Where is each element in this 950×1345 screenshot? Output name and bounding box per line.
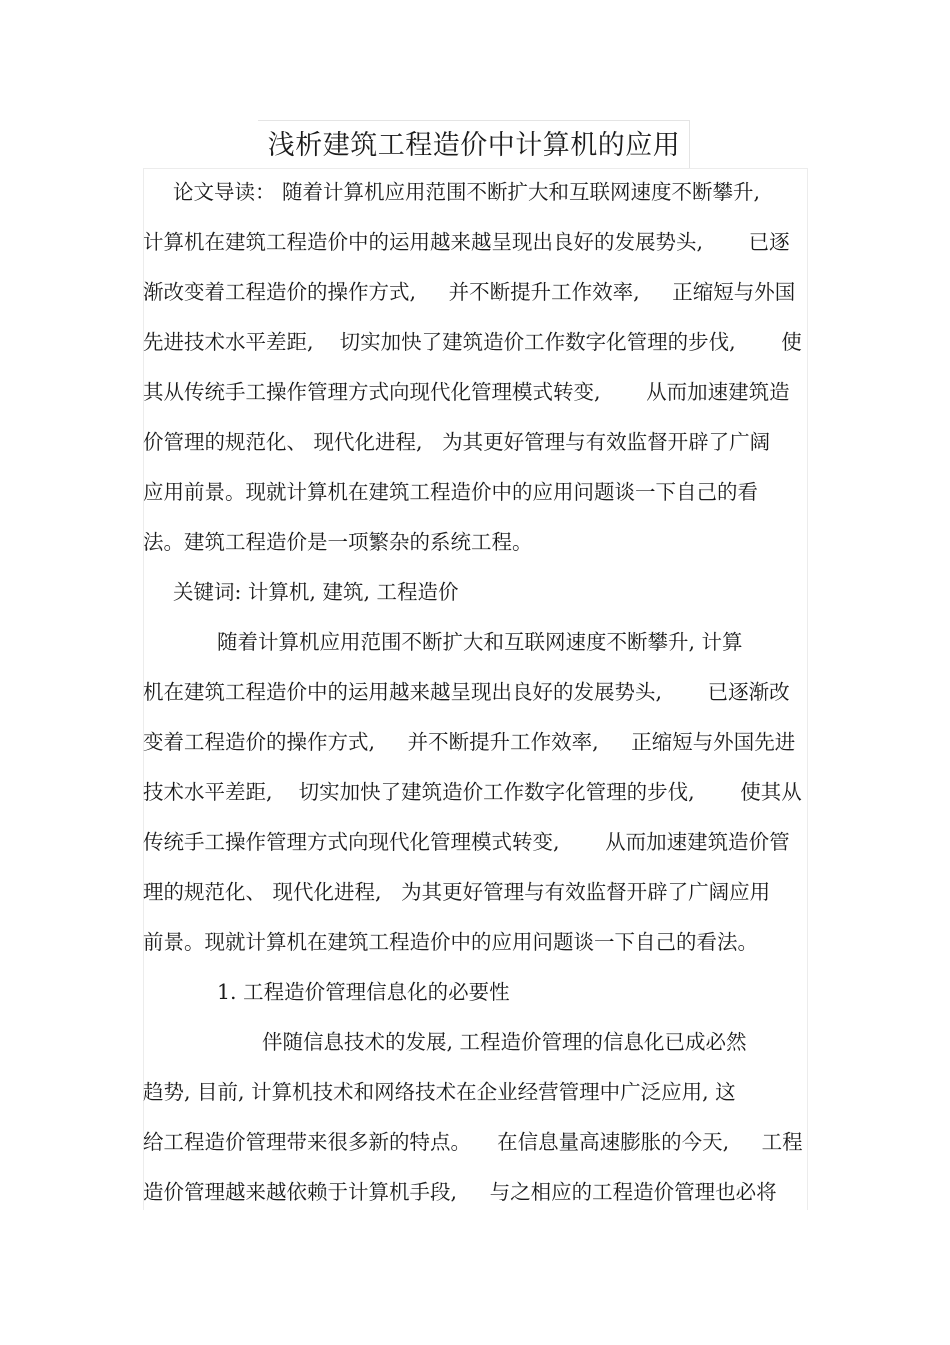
- body-line-2: 机在建筑工程造价中的运用越来越呈现出良好的发展势头, 已逐渐改: [143, 680, 790, 704]
- body-line-6: 理的规范化、 现代化进程, 为其更好管理与有效监督开辟了广阔应用: [143, 880, 771, 904]
- section-line-2: 趋势, 目前, 计算机技术和网络技术在企业经营管理中广泛应用, 这: [143, 1080, 736, 1104]
- body-line-3: 变着工程造价的操作方式, 并不断提升工作效率, 正缩短与外国先进: [143, 730, 796, 754]
- keywords-line: 关键词: 计算机, 建筑, 工程造价: [173, 580, 459, 604]
- abstract-line-7: 应用前景。现就计算机在建筑工程造价中的应用问题谈一下自己的看: [143, 480, 758, 504]
- abstract-line-1: 论文导读： 随着计算机应用范围不断扩大和互联网速度不断攀升,: [173, 180, 761, 204]
- abstract-line-8: 法。建筑工程造价是一项繁杂的系统工程。: [143, 530, 533, 554]
- body-line-5: 传统手工操作管理方式向现代化管理模式转变, 从而加速建筑造价管: [143, 830, 790, 854]
- body-line-7: 前景。现就计算机在建筑工程造价中的应用问题谈一下自己的看法。: [143, 930, 758, 954]
- abstract-line-4: 先进技术水平差距, 切实加快了建筑造价工作数字化管理的步伐, 使: [143, 330, 802, 354]
- document-title: 浅析建筑工程造价中计算机的应用: [267, 130, 681, 161]
- body-line-1: 随着计算机应用范围不断扩大和互联网速度不断攀升, 计算: [217, 630, 743, 654]
- section-line-3: 给工程造价管理带来很多新的特点。 在信息量高速膨胀的今天, 工程: [143, 1130, 803, 1154]
- section-heading-1: 1. 工程造价管理信息化的必要性: [217, 980, 510, 1004]
- abstract-line-2: 计算机在建筑工程造价中的运用越来越呈现出良好的发展势头, 已逐: [143, 230, 790, 254]
- abstract-line-6: 价管理的规范化、 现代化进程, 为其更好管理与有效监督开辟了广阔: [143, 430, 771, 454]
- abstract-line-5: 其从传统手工操作管理方式向现代化管理模式转变, 从而加速建筑造: [143, 380, 790, 404]
- section-line-4: 造价管理越来越依赖于计算机手段, 与之相应的工程造价管理也必将: [143, 1180, 777, 1204]
- abstract-line-3: 渐改变着工程造价的操作方式, 并不断提升工作效率, 正缩短与外国: [143, 280, 796, 304]
- section-line-1: 伴随信息技术的发展, 工程造价管理的信息化已成必然: [262, 1030, 747, 1054]
- body-line-4: 技术水平差距, 切实加快了建筑造价工作数字化管理的步伐, 使其从: [143, 780, 802, 804]
